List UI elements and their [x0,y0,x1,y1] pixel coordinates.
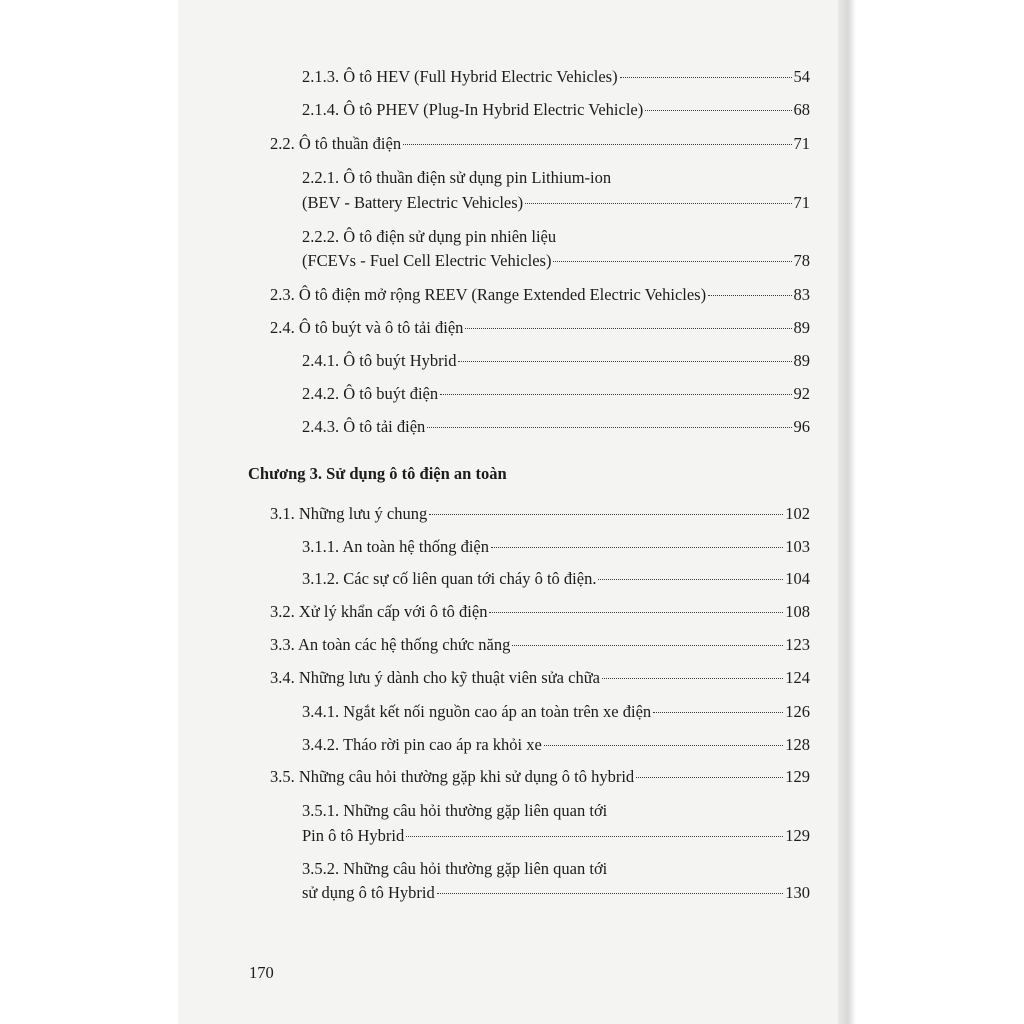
toc-entry-text: 3.1.2. Các sự cố liên quan tới cháy ô tô điện. [302,569,597,588]
toc-entry-3-1-2 [302,568,810,590]
dot-leader [458,361,791,362]
dot-leader [645,110,791,111]
toc-entry-page: 54 [793,67,810,86]
toc-entry-page: 126 [785,702,810,721]
dot-leader [427,427,791,428]
dot-leader [437,893,784,894]
toc-entry-page: 89 [793,351,810,370]
toc-entry-text: 2.2. Ô tô thuần điện [270,134,402,153]
toc-entry-3-4-2 [302,734,810,756]
toc-entry-text: 2.4.1. Ô tô buýt Hybrid [302,351,457,370]
toc-entry-page: 71 [793,193,810,212]
toc-entry-3-1 [270,503,810,525]
toc-entry-page: 96 [793,417,810,436]
toc-entry-text: 3.5. Những câu hỏi thường gặp khi sử dụng ô tô hybrid [270,767,635,786]
toc-entry-2-2-1-title: 2.2.1. Ô tô thuần điện sử dụng pin Lithium-ion [302,168,612,187]
dot-leader [653,712,783,713]
toc-entry-3-4-1 [302,701,810,723]
toc-entry-page: 129 [785,767,810,786]
dot-leader [525,203,791,204]
toc-entry-page: 71 [793,134,810,153]
toc-entry-page: 104 [785,569,810,588]
toc-entry-2-2 [270,133,810,155]
dot-leader [708,295,791,296]
toc-entry-text: 2.4. Ô tô buýt và ô tô tải điện [270,318,464,337]
toc-entry-2-3 [270,284,810,306]
dot-leader [429,514,783,515]
toc-entry-3-5-2-title: 3.5.2. Những câu hỏi thường gặp liên quan tới [302,859,608,878]
dot-leader [489,612,783,613]
toc-entry-2-2-2-title: 2.2.2. Ô tô điện sử dụng pin nhiên liệu [302,227,557,246]
toc-entry-2-1-3 [302,66,810,88]
toc-entry-3-5-2 [302,882,810,904]
toc-entry-2-4-1 [302,350,810,372]
dot-leader [491,547,783,548]
toc-entry-2-4-3 [302,416,810,438]
toc-entry-page: 108 [785,602,810,621]
page-number: 170 [249,963,274,982]
toc-entry-text: 3.4. Những lưu ý dành cho kỹ thuật viên sửa chữa [270,668,600,687]
toc-entry-text: sử dụng ô tô Hybrid [302,883,435,902]
toc-entry-page: 129 [785,826,810,845]
toc-entry-page: 130 [785,883,810,902]
toc-entry-2-4 [270,317,810,339]
toc-entry-3-5-1 [302,825,810,847]
chapter-heading: Chương 3. Sử dụng ô tô điện an toàn [248,464,507,483]
toc-entry-3-5 [270,766,810,788]
dot-leader [620,77,792,78]
toc-entry-text: 2.3. Ô tô điện mở rộng REEV (Range Extended Electric Vehicles) [270,285,707,304]
dot-leader [465,328,791,329]
dot-leader [544,745,783,746]
toc-entry-page: 103 [785,537,810,556]
toc-entry-page: 102 [785,504,810,523]
toc-entry-text: 2.4.3. Ô tô tải điện [302,417,426,436]
toc-entry-page: 123 [785,635,810,654]
toc-entry-page: 124 [785,668,810,687]
toc-entry-text: (BEV - Battery Electric Vehicles) [302,193,524,212]
dot-leader [636,777,783,778]
toc-entry-text: 3.4.1. Ngắt kết nối nguồn cao áp an toàn trên xe điện [302,702,652,721]
toc-entry-page: 78 [793,251,810,270]
toc-entry-2-1-4 [302,99,810,121]
dot-leader [440,394,791,395]
toc-entry-3-3 [270,634,810,656]
toc-entry-text: 2.4.2. Ô tô buýt điện [302,384,439,403]
toc-entry-2-2-1 [302,192,810,214]
toc-entry-3-2 [270,601,810,623]
toc-entry-3-1-1 [302,536,810,558]
toc-entry-text: 2.1.3. Ô tô HEV (Full Hybrid Electric Vehicles) [302,67,618,86]
toc-entry-text: 3.2. Xử lý khẩn cấp với ô tô điện [270,602,488,621]
toc-entry-page: 92 [793,384,810,403]
toc-entry-2-2-2 [302,250,810,272]
toc-entry-text: 3.4.2. Tháo rời pin cao áp ra khỏi xe [302,735,542,754]
toc-entry-text: 3.1.1. An toàn hệ thống điện [302,537,489,556]
dot-leader [406,836,783,837]
toc-entry-page: 83 [793,285,810,304]
dot-leader [602,678,783,679]
toc-entry-text: (FCEVs - Fuel Cell Electric Vehicles) [302,251,552,270]
toc-entry-3-4 [270,667,810,689]
dot-leader [553,261,791,262]
toc-entry-text: 2.1.4. Ô tô PHEV (Plug-In Hybrid Electric Vehicle) [302,100,644,119]
dot-leader [403,144,791,145]
dot-leader [598,579,783,580]
dot-leader [512,645,783,646]
toc-entry-text: Pin ô tô Hybrid [302,826,405,845]
toc-entry-page: 89 [793,318,810,337]
toc-entry-text: 3.3. An toàn các hệ thống chức năng [270,635,511,654]
toc-entry-text: 3.1. Những lưu ý chung [270,504,428,523]
toc-entry-page: 68 [793,100,810,119]
toc-entry-3-5-1-title: 3.5.1. Những câu hỏi thường gặp liên quan tới [302,801,608,820]
toc-entry-2-4-2 [302,383,810,405]
toc-entry-page: 128 [785,735,810,754]
